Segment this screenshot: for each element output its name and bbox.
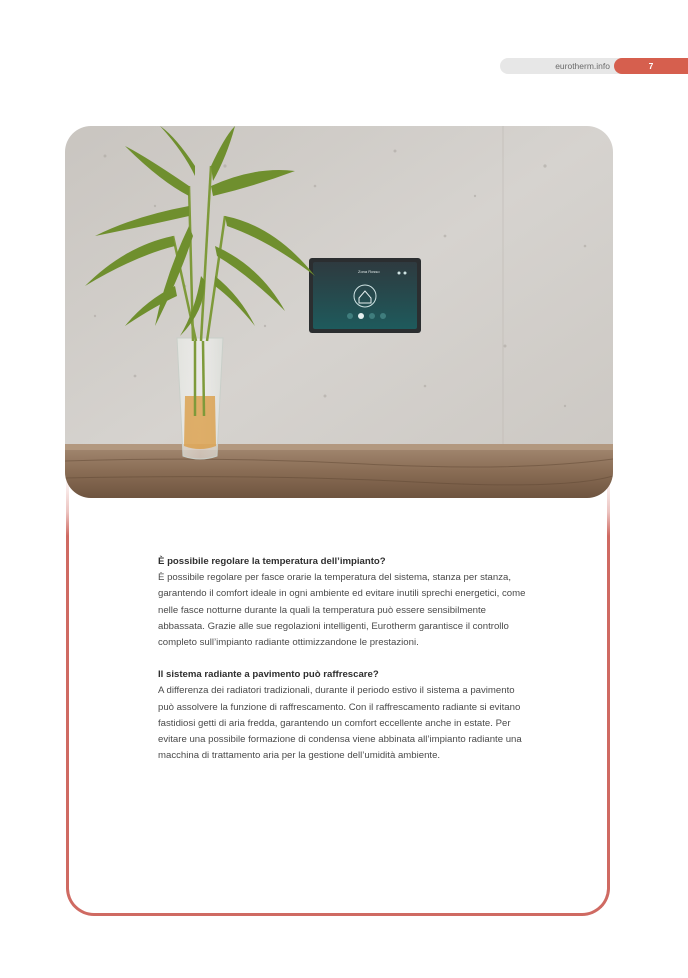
header-site-url[interactable]: eurotherm.info bbox=[555, 61, 610, 71]
thermostat-screen-title: Zona Rosso bbox=[358, 269, 380, 274]
question-title-2: Il sistema radiante a pavimento può raffrescare? bbox=[158, 669, 379, 681]
wooden-shelf bbox=[65, 444, 613, 498]
thermostat-device bbox=[309, 258, 421, 333]
question-title-1: È possibile regolare la temperatura dell’impianto? bbox=[158, 556, 386, 567]
faq-text bbox=[158, 554, 528, 780]
page-number-badge: 7 bbox=[614, 58, 688, 74]
answer-body-2: A differenza dei radiatori tradizionali, durante il periodo estivo il sistema a pavimento può assolvere la funzione di raffrescamento. Con il raffrescamento radiante si evitano fastidiosi getti di aria fredda, garantendo un comfort eccellente anche in estate. Per evitare una possibile formazione di condensa viene abbinata all’impianto radiante una macchina di trattamento aria per la gestione dell’umidità ambiente. bbox=[158, 685, 522, 762]
hero-photo bbox=[65, 126, 613, 498]
answer-body-1: È possibile regolare per fasce orarie la temperatura del sistema, stanza per stanza, garantendo il comfort ideale in ogni ambiente ed evitare inutili sprechi energetici, come nelle fasce notturne durante la quali la temperatura può essere sensibilmente abbassata. Grazie alle sue regolazioni intelligenti, Eurotherm garantisce il controllo completo sull’impianto radiante ottimizzandone le prestazioni. bbox=[158, 572, 526, 649]
